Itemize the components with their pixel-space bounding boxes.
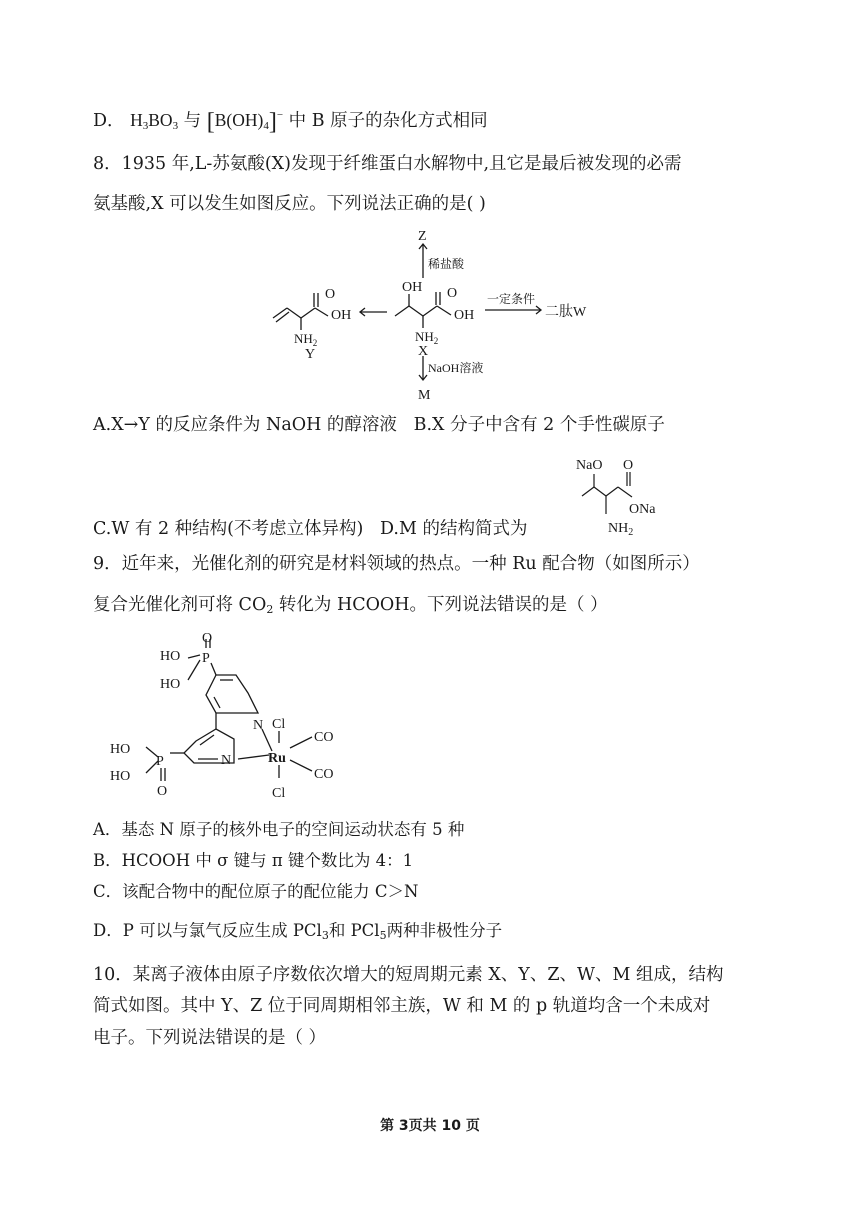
q8-option-b: B.X 分子中含有 2 个手性碳原子 (413, 415, 665, 435)
q9-option-b: B．HCOOH 中 σ 键与 π 键个数比为 4：1 (93, 851, 414, 870)
lower-n: N (221, 753, 232, 768)
upper-n: N (253, 718, 264, 733)
y-oh: OH (331, 308, 352, 323)
y-carbonyl-o: O (325, 287, 336, 302)
y-label: Y (305, 347, 316, 362)
bottom-cl: Cl (272, 786, 286, 801)
x-label: X (418, 344, 429, 359)
hcl-condition: 稀盐酸 (428, 257, 465, 271)
q10-stem-line2: 简式如图。其中 Y、Z 位于同周期相邻主族，W 和 M 的 p 轨道均含一个未成对 (93, 996, 711, 1016)
q8-option-d: D.M 的结构简式为 (380, 519, 528, 539)
m-label: M (418, 388, 431, 403)
x-carbonyl-o: O (447, 286, 458, 301)
q8-option-a-b (93, 417, 665, 435)
q10-stem-line1: 10．某离子液体由原子序数依次增大的短周期元素 X、Y、Z、W、M 组成，结构 (93, 965, 724, 985)
x-nh2: $NH_2$ (415, 329, 439, 346)
m-carbonyl-o: O (623, 458, 634, 473)
conjunction: 与 (183, 111, 202, 131)
x-acid-oh: OH (454, 308, 475, 323)
ru-center: Ru (268, 751, 286, 766)
q9-option-a: A．基态 N 原子的核外电子的空间运动状态有 5 种 (93, 820, 465, 839)
naoh-condition: NaOH溶液 (428, 361, 484, 375)
co-lower: CO (314, 767, 334, 782)
z-label: Z (418, 229, 427, 244)
x-hydroxyl-oh: OH (402, 280, 423, 295)
q7-option-d-label: D． (93, 111, 125, 131)
co-upper: CO (314, 730, 334, 745)
q9-ru-complex (108, 633, 353, 808)
q9-stem-line1: 9．近年来，光催化剂的研究是材料领域的热点。一种 Ru 配合物（如图所示） (93, 554, 700, 574)
lower-ho-1: HO (110, 742, 131, 757)
lower-o: O (157, 784, 168, 799)
q9-option-d: D．P 可以与氯气反应生成 PCl$_3$和 PCl$_5$两种非极性分子 (93, 921, 503, 942)
q10-stem-line3: 电子。下列说法错误的是（ ） (93, 1028, 327, 1048)
m-ona: ONa (629, 502, 656, 517)
q8-m-structure (572, 452, 692, 542)
condition-label: 一定条件 (487, 292, 536, 306)
q9-stem-line2: 复合光催化剂可将 $CO_2$ 转化为 HCOOH。下列说法错误的是（ ） (93, 595, 608, 616)
q8-stem-line1: 8．1935 年,L-苏氨酸(X)发现于纤维蛋白水解物中,且它是最后被发现的必需 (93, 154, 682, 174)
q7-option-d-text: 中 B 原子的杂化方式相同 (288, 111, 488, 131)
formula-h3bo3: $H_3BO_3$ (130, 110, 179, 132)
y-nh2: $NH_2$ (294, 331, 318, 348)
q9-option-c: C．该配合物中的配位原子的配位能力 C＞N (93, 882, 419, 901)
upper-p: P (202, 651, 210, 666)
q7-option-d (93, 110, 488, 134)
formula-boh4-ion: $[B(OH)_4]^-$ (206, 109, 284, 135)
upper-ho-1: HO (160, 649, 181, 664)
q8-reaction-scheme (265, 228, 625, 403)
dipeptide-w-label: 二肽W (545, 305, 587, 320)
lower-p: P (156, 754, 164, 769)
m-nao: NaO (576, 458, 603, 473)
q8-stem-line2: 氨基酸,X 可以发生如图反应。下列说法正确的是( ) (93, 194, 486, 214)
lower-ho-2: HO (110, 769, 131, 784)
page-footer: 第 3页共 10 页 (380, 1118, 480, 1134)
top-cl: Cl (272, 717, 286, 732)
upper-o: O (202, 633, 213, 646)
q8-option-c: C.W 有 2 种结构(不考虑立体异构) (93, 519, 364, 539)
q8-option-a: A.X→Y 的反应条件为 NaOH 的醇溶液 (93, 415, 397, 435)
upper-ho-2: HO (160, 677, 181, 692)
q8-option-c-d (93, 521, 527, 539)
m-nh2: $NH_2$ (608, 521, 634, 538)
